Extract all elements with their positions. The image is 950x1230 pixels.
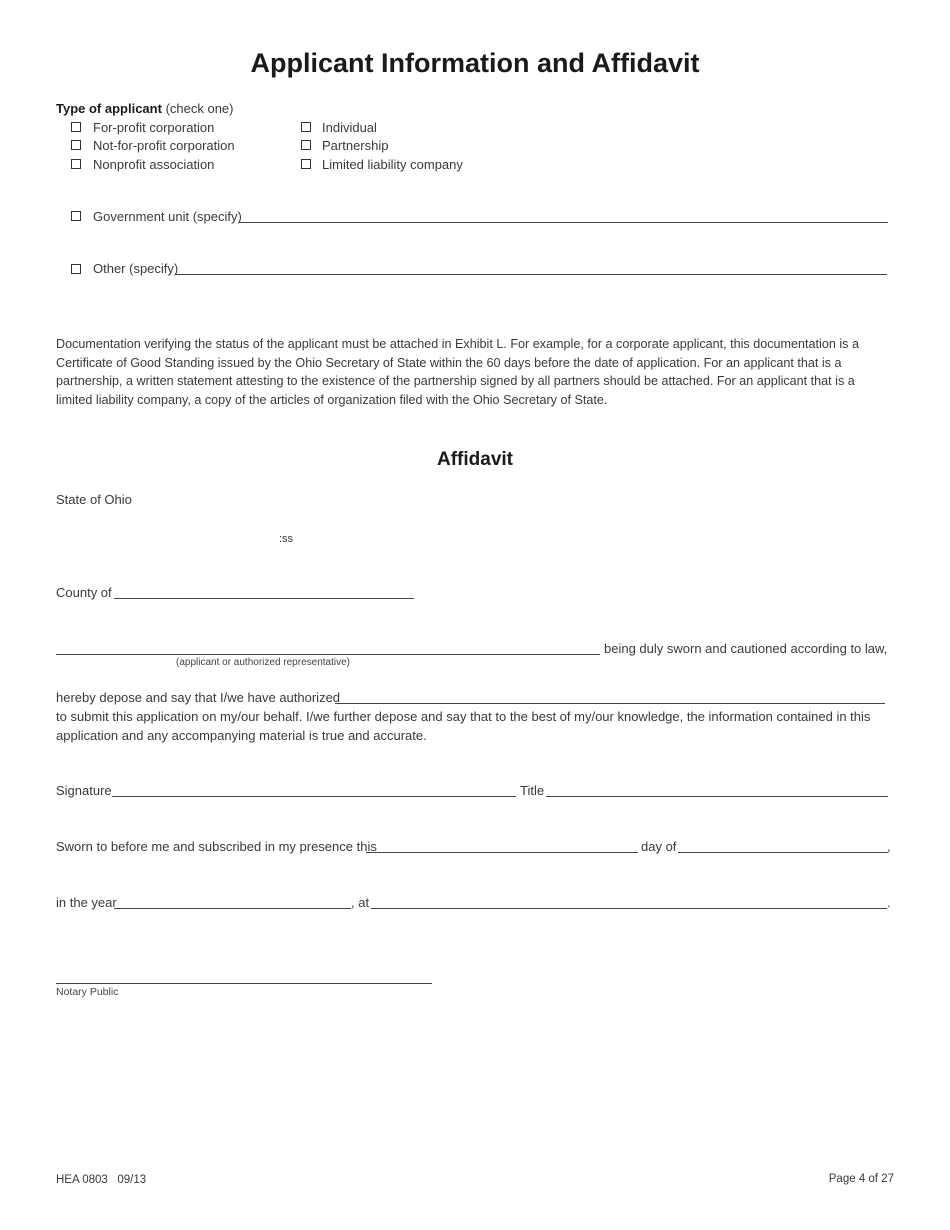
day-of-label: day of [641, 839, 677, 854]
option-label: Partnership [322, 138, 389, 153]
in-year-label: in the year [56, 895, 117, 910]
option-label: Individual [322, 120, 377, 135]
ss-label: :ss [279, 533, 294, 545]
option-label: Nonprofit association [93, 157, 215, 172]
checkbox-for-profit-corporation[interactable] [71, 122, 81, 132]
checkbox-limited-liability-company[interactable] [301, 159, 311, 169]
government-unit-field[interactable] [239, 222, 888, 223]
signature-label: Signature [56, 783, 112, 798]
county-field[interactable] [114, 598, 414, 599]
applicant-type-heading [56, 100, 233, 118]
year-field[interactable] [114, 908, 351, 909]
checkbox-not-for-profit-corporation[interactable] [71, 140, 81, 150]
checkbox-partnership[interactable] [301, 140, 311, 150]
form-id: HEA 0803 09/13 [56, 1174, 147, 1186]
government-unit-label: Government unit (specify) [93, 209, 242, 224]
checkbox-individual[interactable] [301, 122, 311, 132]
day-field[interactable] [366, 852, 638, 853]
at-label: , at [351, 895, 370, 910]
location-field[interactable] [371, 908, 887, 909]
notary-signature-field[interactable] [56, 983, 432, 984]
month-field[interactable] [678, 852, 888, 853]
state-label: State of Ohio [56, 492, 132, 507]
sworn-suffix: being duly sworn and cautioned according to law, [604, 641, 888, 656]
title-field[interactable] [546, 796, 888, 797]
other-field[interactable] [175, 274, 887, 275]
other-label: Other (specify) [93, 261, 179, 276]
county-label: County of [56, 585, 112, 600]
depose-line-3: application and any accompanying material is true and accurate. [56, 728, 427, 743]
checkbox-government-unit[interactable] [71, 211, 81, 221]
option-label: For-profit corporation [93, 120, 215, 135]
page-number: Page 4 of 27 [828, 1173, 894, 1185]
checkbox-nonprofit-association[interactable] [71, 159, 81, 169]
option-label: Not-for-profit corporation [93, 138, 235, 153]
notary-label: Notary Public [56, 986, 119, 998]
affidavit-heading: Affidavit [437, 449, 513, 470]
applicant-caption: (applicant or authorized representative) [176, 657, 350, 668]
documentation-paragraph: Documentation verifying the status of the applicant must be attached in Exhibit L. For example, for a corporate applicant, this documentation is a Certificate of Good Standing issued by the Ohio Secretary of State within the 60 days before the date of application. For an applicant that is a partnership, a written statement attesting to the existence of the partnership signed by all partners should be attached. For an applicant that is a limited liability company, a copy of the articles of organization filed with the Ohio Secretary of State. [56, 337, 859, 407]
applicant-type-hint: (check one) [165, 101, 234, 116]
title-label: Title [520, 783, 545, 798]
page-title: Applicant Information and Affidavit [250, 48, 700, 78]
checkbox-other[interactable] [71, 264, 81, 274]
option-label: Limited liability company [322, 157, 463, 172]
applicant-name-field[interactable] [56, 654, 600, 655]
depose-line-2: to submit this application on my/our behalf. I/we further depose and say that to the best of my/our knowledge, the information contained in this [56, 709, 871, 724]
applicant-type-label: Type of applicant [56, 101, 162, 116]
comma: , [887, 839, 891, 854]
depose-prefix: hereby depose and say that I/we have authorized [56, 690, 341, 705]
period: . [887, 895, 891, 910]
signature-field[interactable] [112, 796, 516, 797]
sworn-to-label: Sworn to before me and subscribed in my presence this [56, 839, 377, 854]
authorized-party-field[interactable] [335, 703, 885, 704]
